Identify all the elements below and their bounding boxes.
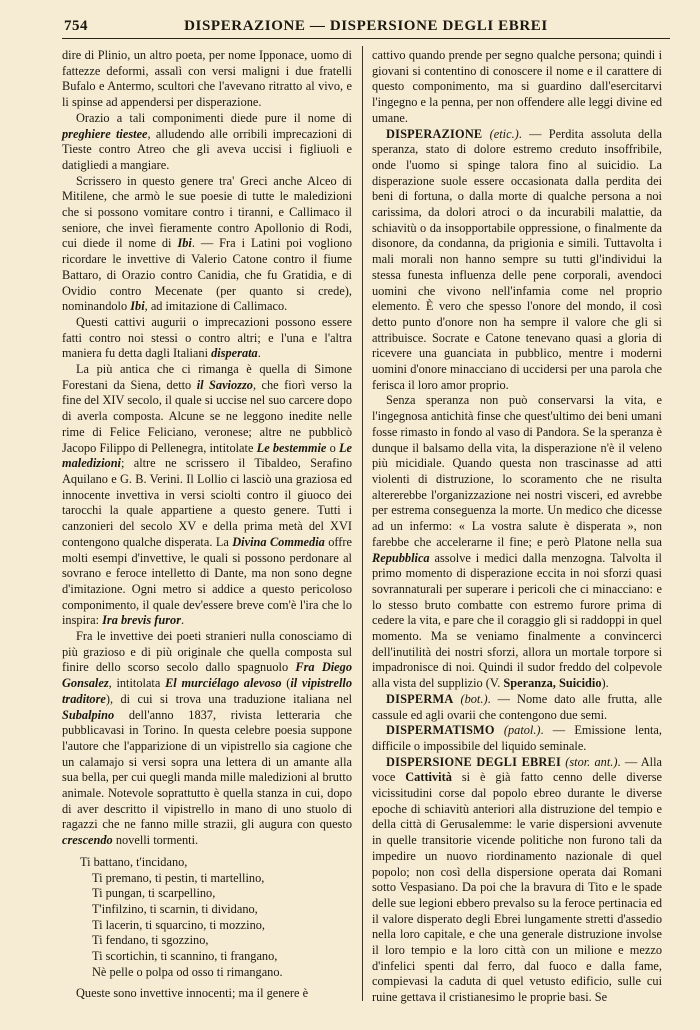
verse-line: Ti pungan, ti scarpellino,	[92, 886, 216, 901]
running-header	[62, 14, 670, 39]
verse-line: Ti scortichin, ti scannino, ti frangano,	[92, 949, 278, 964]
paragraph: Orazio a tali componimenti diede pure il nome di preghiere tiestee, alludendo alle orribili imprecazioni di Tieste contro Atreo che gli aveva uccisi i figliuoli e datigliedi a mangiare.	[62, 110, 353, 172]
entry-headword: DISPERAZIONE	[386, 126, 483, 141]
verse-line: Ti lacerin, ti squarcino, ti mozzino,	[92, 917, 266, 932]
verse-line: T'infilzino, ti scarnin, ti dividano,	[92, 901, 258, 916]
running-title: DISPERAZIONE — DISPERSIONE DEGLI EBREI	[184, 18, 548, 34]
paragraph: Fra le invettive dei poeti stranieri nulla conosciamo di più grazioso e di più originale che quella composta sul finire dello scorso secolo dallo spagnuolo Fra Diego Gonsalez, intitolata El murciélago alevoso (il vipistrello traditore), di cui si trova una traduzione italiana nel Subalpino dell'anno 1837, rivista letteraria che pubblicavasi in Torino. In questa celebre poesia suppone l'autore che l'apparizione di un vipistrello sia cagione che un calamajo si versi sopra una lettera di un amante alla sua bella, per cui quegli manda mille maledizioni al brutto animale. Notevole soprattutto è quella stanza in cui, dopo di aver descritto il vipistrello in mano di uno stuolo di ragazzi che ne fanno mille strazii, gli augura con questo crescendo novelli tormenti.	[62, 629, 352, 848]
entry-disperazione: DISPERAZIONE (etic.). — Perdita assoluta della speranza, stato di dolore estremo creduto insoffribile, onde l'uomo si spinge talora fino al suicidio. La disperazione suole essere occasionata dalla perdita dei beni di fortuna, o dalla morte di qualche persona a noi carissima, da dolori atroci o da incurabili malattie, da schiavitù o da insopportabile oppressione, o finalmente da disonore, da condanna, da prigionia e simili. Tuttavolta i mali morali non hanno sempre su tutti gl'individui la stessa funesta influenza delle pene corporali, avendoci uomini che vivono nell'infamia come nel proprio elemento. È vero che spesso l'onore del mondo, il così detto punto d'onore non ha sempre il valore che gli si attribuisce. Socrate e Catone tenevano quasi a gloria di ricevere una guanciata in pubblico, mentre i moderni uomini d'onore minacciano di uccidersi per una parola che ferisca il loro amor proprio.	[372, 126, 662, 392]
paragraph: La più antica che ci rimanga è quella di Simone Forestani da Siena, detto il Saviozzo, che fiorì verso la fine del XIV secolo, il quale si uccise nel suo carcere dopo di averla composta. Alcune se ne leggono inedite nelle rime di Felice Feliciano, veronese; altre ne pubblicò Jacopo Filippo di Pellenegra, intitolate Le bestemmie o Le maledizioni; altre ne scrissero il Tibaldeo, Serafino Aquilano e G. B. Verini. Il Lollio ci lasciò una graziosa ed innocente invettiva in versi sciolti contro il giuoco dei tarocchi la quale appartiene a questo genere. Tutti i canzonieri del secolo XV e della prima metà del XVI contengono qualche disperata. La Divina Commedia offre molti esempi d'invettive, le quali si possono perdonare al sovrano e feroce intelletto di Dante, ma non sono degne d'imitazione. Ogni metro si addice a questo pericoloso componimento, il quale dev'essere breve com'è l'ira che lo inspira: Ira brevis furor.	[62, 362, 352, 628]
entry-dispermatismo: DISPERMATISMO (patol.). — Emissione lenta, difficile o impossibile del liquido seminale.	[372, 723, 662, 753]
paragraph: Senza speranza non può conservarsi la vita, e l'ingegnosa antichità finse che quest'ultimo dei beni umani fosse rimasto in fondo al vaso di Pandora. Se la speranza è dunque il balsamo della vita, la disperazione n'è il veleno più micidiale. Quando questa non trascinasse ad atti violenti di distruzione, lo scoramento che ne risulta altererebbe l'organizzazione nei nostri visceri, ed avrebbe per estrema conseguenza la morte. Un medico che dicesse ad un infermo: « La vostra salute è disperata », non farebbe che accelerarne il fine; e però Platone nella sua Repubblica assolve i medici dalla menzogna. Talvolta il primo momento di disperazione eccita in noi sforzi quasi sovrannaturali per superare i pericoli che ci minacciano: e lo stesso bruto combatte con estremo furore prima di cedere la vita, e pare che il coraggio gli si raddoppi in quel momento. Ma se veniamo finalmente a convincerci dell'inutilità dei nostri sforzi, allora un mortale torpore si impadronisce di noi. Quindi il sudor freddo del colpevole alla vista del supplizio (V. Speranza, Suicidio).	[372, 393, 662, 691]
verse-line: Ti battano, t'incidano,	[80, 854, 188, 869]
page-number: 754	[64, 18, 88, 34]
entry-headword: DISPERMA	[386, 691, 454, 706]
paragraph: Scrissero in questo genere tra' Greci anche Alceo di Mitilene, che armò le sue poesie di tutte le maledizioni che si possono vomitare contro i tiranni, e Callimaco il seniore, che inveì fieramente contro Apollonio di Rodi, cui diede il nome di Ibi. — Fra i Latini poi vogliono ricordare le invettive di Valerio Catone contro il fiume Battaro, di Orazio contro Canidia, che fu Gratidia, e di Ovidio contro Mecenate (per quanto si crede), nominandolo Ibi, ad imitazione di Callimaco.	[62, 173, 352, 314]
entry-disperma: DISPERMA (bot.). — Nome dato alle frutta, alle cassule ed agli ovarii che contengono due semi.	[372, 691, 662, 722]
right-column	[372, 48, 662, 1006]
paragraph: Queste sono invettive innocenti; ma il genere è	[76, 986, 309, 1001]
column-divider	[362, 46, 363, 1001]
entry-headword: DISPERSIONE DEGLI EBREI	[386, 754, 561, 769]
paragraph: cattivo quando prende per segno qualche persona; quindi i giovani si contentino di conoscere il nome e il carattere di questo componimento, ma si guardino dall'esercitarvi l'ingegno e la penna, per non offendere alle leggi divine ed umane.	[372, 48, 662, 125]
entry-dispersione-degli-ebrei: DISPERSIONE DEGLI EBREI (stor. ant.). — Alla voce Cattività si è già fatto cenno delle diverse vicissitudini corse dal popolo ebreo durante le diverse epoche di schiavitù anteriori alla distruzione del tempio e della città di Gerusalemme: le varie dispersioni avvenute in quelle transitorie vicende politiche non furono tali da impedire un nuovo riordinamento nazionale di quel popolo; non così della dispersione operata dai Romani sotto Vespasiano. Da poi che la bravura di Tito e le spade delle sue legioni ebbero prevalso su la feroce pertinacia ed il valore disperato degli Ebrei lungamente stretti d'assedio nella loro capitale, e che una generale distruzione involse il loro tempio e la loro città con un milione e mezzo d'infelici spenti dal ferro, dal fuoco e dalla fame, compievasi la caduta di quel vetusto edificio, sulle cui ruine gettava il cristianesimo le proprie basi. Se	[372, 754, 662, 1005]
verse-block	[80, 855, 352, 981]
paragraph: dire di Plinio, un altro poeta, per nome Ipponace, uomo di fattezze deformi, assalì con versi maligni i due fratelli Bufalo e Antermo, scultori che l'avevano ritratto al vivo, e li spinse ad appendersi per disperazione.	[62, 48, 352, 110]
left-column	[62, 48, 352, 1002]
verse-line: Ti fendano, ti sgozzino,	[92, 933, 209, 948]
verse-line: Ti premano, ti pestin, ti martellino,	[92, 870, 265, 885]
entry-headword: DISPERMATISMO	[386, 723, 495, 738]
verse-line: Nè pelle o polpa od osso ti rimangano.	[92, 964, 283, 979]
paragraph: Questi cattivi augurii o imprecazioni possono essere fatti contro noi stessi o contro altri; e l'una e l'altra maniera fu detta dagli Italiani disperata.	[62, 314, 352, 361]
